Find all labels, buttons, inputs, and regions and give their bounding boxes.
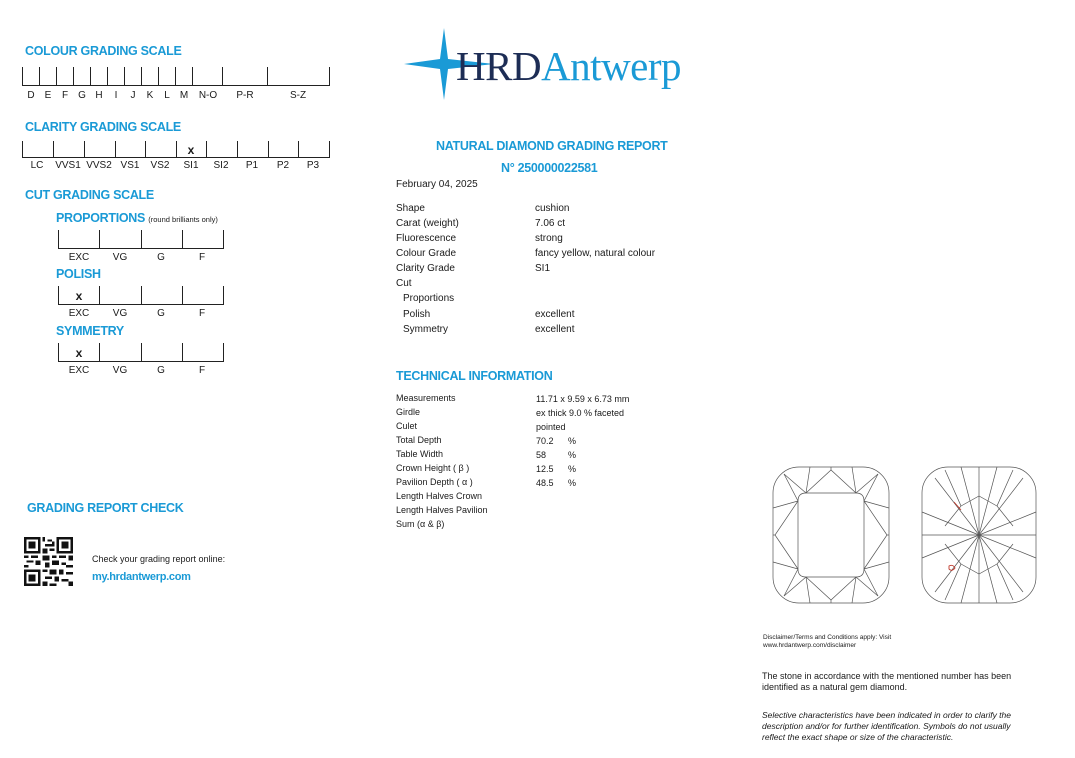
colour-grade-i: I — [114, 90, 118, 101]
polish-grade-g: G — [157, 308, 165, 319]
symmetry-grade-g: G — [157, 365, 165, 376]
symmetry-row-value: excellent — [535, 324, 575, 335]
symmetry-grade-f: F — [198, 365, 206, 376]
clarity-grade-lc: LC — [30, 160, 44, 171]
disclaimer-line1: Disclaimer/Terms and Conditions apply: Visit — [763, 634, 892, 641]
total-depth-unit: % — [568, 436, 577, 446]
table-width-value: 58 — [536, 450, 547, 460]
proportions-grade-vg: VG — [112, 252, 128, 263]
girdle-label: Girdle — [396, 407, 421, 417]
proportions-title — [56, 211, 218, 225]
length-halves-pavilion-label: Length Halves Pavilion — [396, 505, 488, 515]
fluorescence-value: strong — [535, 233, 563, 244]
table-width-label: Table Width — [396, 449, 444, 459]
polish-row-value: excellent — [535, 309, 575, 320]
carat-label: Carat (weight) — [396, 218, 459, 229]
disclaimer-link[interactable]: www.hrdantwerp.com/disclaimer — [763, 642, 857, 649]
hrd-logo — [404, 28, 704, 100]
colour-grade-j: J — [130, 90, 136, 101]
report-check-text: Check your grading report online: — [92, 554, 226, 564]
proportions-grade-g: G — [157, 252, 165, 263]
report-check-link[interactable]: my.hrdantwerp.com — [92, 571, 191, 583]
culet-value: pointed — [536, 422, 566, 432]
clarity-grade-p3: P3 — [306, 160, 320, 171]
clarity-grade-si2: SI2 — [213, 160, 229, 171]
cut-scale-title: CUT GRADING SCALE — [25, 188, 154, 202]
technical-title: TECHNICAL INFORMATION — [396, 369, 553, 383]
proportions-row-label: Proportions — [403, 293, 455, 304]
colour-grade-m: M — [179, 90, 189, 101]
table-width-unit: % — [568, 450, 577, 460]
symmetry-grade-exc: EXC — [68, 365, 90, 376]
brand-hrd: HRD — [456, 43, 542, 89]
polish-title: POLISH — [56, 267, 101, 281]
pavilion-depth-value: 48.5 — [536, 478, 554, 488]
colour-grade-n-o: N-O — [198, 90, 218, 101]
pavilion-depth-label: Pavilion Depth ( α ) — [396, 477, 473, 487]
clarity-grade-p1: P1 — [245, 160, 259, 171]
note-line2: description and/or for further identification. Symbols do not usually — [762, 721, 1011, 731]
clarity-grade-si1: SI1 — [183, 160, 199, 171]
colour-grade-label: Colour Grade — [396, 248, 457, 259]
proportions-grade-f: F — [198, 252, 206, 263]
qr-code-icon[interactable] — [24, 537, 73, 586]
brand-antwerp: Antwerp — [541, 43, 682, 89]
colour-grade-value: fancy yellow, natural colour — [535, 248, 656, 259]
crown-diagram — [772, 466, 890, 604]
proportions-grade-exc: EXC — [68, 252, 90, 263]
symmetry-grade-vg: VG — [112, 365, 128, 376]
clarity-scale-title: CLARITY GRADING SCALE — [25, 120, 181, 134]
carat-value: 7.06 ct — [535, 218, 566, 229]
cut-label: Cut — [396, 278, 412, 289]
colour-grade-k: K — [146, 90, 154, 101]
polish-row-label: Polish — [403, 309, 431, 320]
colour-grade-e: E — [44, 90, 52, 101]
fluorescence-label: Fluorescence — [396, 233, 457, 244]
colour-grade-g: G — [78, 90, 86, 101]
length-halves-crown-label: Length Halves Crown — [396, 491, 483, 501]
clarity-grade-value: SI1 — [535, 263, 551, 274]
measurements-label: Measurements — [396, 393, 456, 403]
clarity-grade-vvs1: VVS1 — [55, 160, 81, 171]
pavilion-diagram — [921, 466, 1037, 604]
colour-grade-p-r: P-R — [236, 90, 254, 101]
polish-grade-exc: EXC — [68, 308, 90, 319]
clarity-grade-vvs2: VVS2 — [86, 160, 112, 171]
clarity-grade-vs1: VS1 — [120, 160, 140, 171]
proportions-note: (round brilliants only) — [148, 215, 218, 224]
shape-value: cushion — [535, 203, 570, 214]
girdle-value: ex thick 9.0 % faceted — [536, 408, 625, 418]
symmetry-title: SYMMETRY — [56, 324, 124, 338]
colour-scale-title: COLOUR GRADING SCALE — [25, 44, 182, 58]
polish-grade-vg: VG — [112, 308, 128, 319]
polish-mark: x — [75, 289, 83, 303]
report-title: NATURAL DIAMOND GRADING REPORT — [436, 139, 668, 153]
report-number: N° 250000022581 — [501, 161, 598, 175]
colour-grade-f: F — [61, 90, 69, 101]
report-date: February 04, 2025 — [396, 179, 478, 190]
culet-label: Culet — [396, 421, 418, 431]
symmetry-row-label: Symmetry — [403, 324, 448, 335]
clarity-grade-vs2: VS2 — [150, 160, 170, 171]
colour-grade-h: H — [95, 90, 103, 101]
total-depth-label: Total Depth — [396, 435, 442, 445]
sum-label: Sum (α & β) — [396, 519, 445, 529]
symmetry-mark: x — [75, 346, 83, 360]
proportions-label: PROPORTIONS — [56, 211, 146, 225]
crown-height-value: 12.5 — [536, 464, 554, 474]
note-line3: reflect the exact shape or size of the characteristic. — [762, 732, 954, 742]
colour-grade-s-z: S-Z — [289, 90, 307, 101]
polish-grade-f: F — [198, 308, 206, 319]
clarity-grade-label: Clarity Grade — [396, 263, 455, 274]
identified-line2: identified as a natural gem diamond. — [762, 682, 908, 692]
measurements-value: 11.71 x 9.59 x 6.73 mm — [536, 394, 630, 404]
crown-height-label: Crown Height ( β ) — [396, 463, 470, 473]
colour-grade-l: L — [164, 90, 170, 101]
note-line1: Selective characteristics have been indicated in order to clarify the — [762, 710, 1011, 720]
clarity-grade-p2: P2 — [276, 160, 290, 171]
crown-height-unit: % — [568, 464, 577, 474]
shape-label: Shape — [396, 203, 425, 214]
colour-grade-d: D — [27, 90, 35, 101]
total-depth-value: 70.2 — [536, 436, 554, 446]
pavilion-depth-unit: % — [568, 478, 577, 488]
report-check-title: GRADING REPORT CHECK — [27, 501, 184, 515]
clarity-mark: x — [187, 143, 195, 157]
identified-line1: The stone in accordance with the mentioned number has been — [762, 671, 1012, 681]
